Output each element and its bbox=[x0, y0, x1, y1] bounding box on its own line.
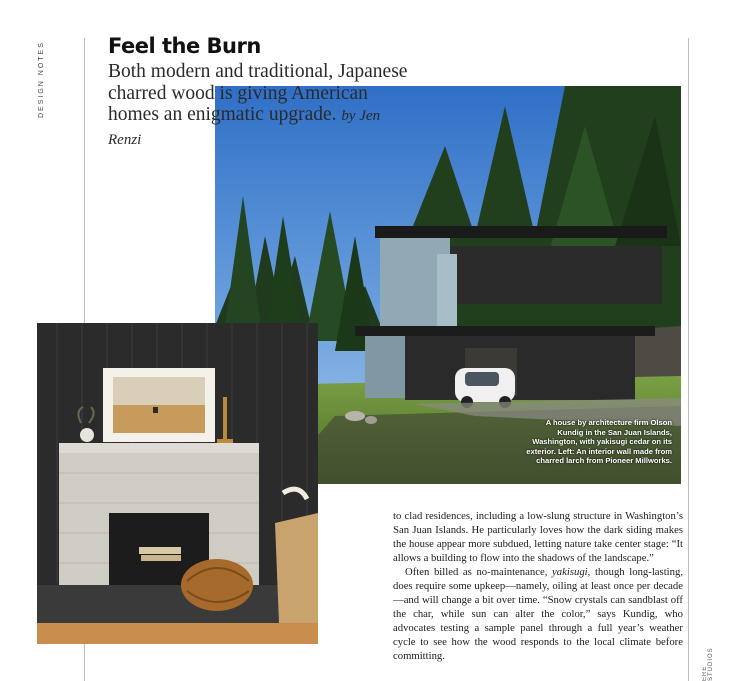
body-paragraph-2 bbox=[393, 565, 683, 663]
fireplace-photo bbox=[37, 323, 318, 644]
page-rule-right bbox=[688, 38, 689, 681]
photo-credit: ERE STUDIOS bbox=[702, 647, 714, 681]
article-dek bbox=[108, 61, 408, 151]
house-photo-caption: A house by architecture firm Olson Kundig in the San Juan Islands, Washington, with yakisugi cedar on its exterior. Left: An interior wall made from charred larch from Pioneer Millworks. bbox=[526, 418, 672, 466]
body-paragraph-1: to clad residences, including a low-slung structure in Washington’s San Juan Islands. He particularly loves how the dark siding makes the house appear more subdued, letting nature take center stage: “It allows a building to flow into the shadows of the landscape.” bbox=[393, 510, 683, 564]
article-body bbox=[393, 509, 683, 663]
dek-text: Both modern and traditional, Japanese charred wood is giving American homes an enigmatic upgrade. bbox=[108, 61, 408, 125]
body-paragraph-2-rest: though long-lasting, does require some upkeep—namely, oiling at least once per decade—and will change a bit over time. “Snow crystals can sandblast off the char, while sun can alter the color,” says Kundig, who advocates testing a sample panel through a full year’s weather cycle to see how the wood responds to the local climate before committing. bbox=[393, 566, 684, 662]
section-label: DESIGN NOTES bbox=[38, 41, 45, 118]
body-paragraph-2-term: yakisugi, bbox=[552, 566, 591, 578]
article-headline: Feel the Burn bbox=[108, 34, 261, 58]
byline: by Jen Renzi bbox=[108, 108, 381, 148]
body-paragraph-2-start: Often billed as no-maintenance, bbox=[405, 566, 553, 578]
